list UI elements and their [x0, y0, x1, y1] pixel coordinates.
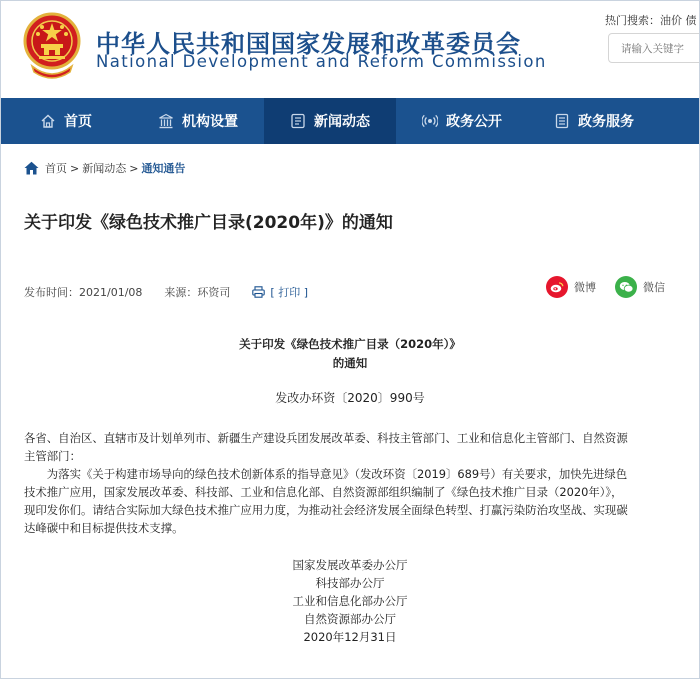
wechat-icon — [615, 276, 637, 298]
signer: 国家发展改革委办公厅 — [292, 558, 408, 572]
wechat-label: 微信 — [643, 281, 665, 294]
site-title-chinese[interactable]: 中华人民共和国国家发展和改革委员会 — [96, 30, 521, 58]
nav-label: 政务服务 — [578, 114, 634, 130]
signer: 自然资源部办公厅 — [304, 612, 396, 626]
national-emblem-icon[interactable] — [22, 10, 82, 82]
breadcrumb — [24, 160, 185, 176]
document-number: 发改办环资〔2020〕990号 — [275, 391, 425, 405]
breadcrumb-current[interactable]: 通知通告 — [141, 162, 186, 175]
broadcast-icon — [422, 113, 438, 129]
news-icon — [290, 113, 306, 129]
nav-item-services[interactable] — [528, 98, 660, 144]
signer: 工业和信息化部办公厅 — [292, 594, 408, 608]
home-icon[interactable] — [24, 161, 39, 175]
body-paragraph-line: 现印发你们。请结合实际加大绿色技术推广应用力度，为推动社会经济发展全面绿色转型、打赢污染防治攻坚战、实现碳 — [24, 503, 628, 517]
article-source: 来源：环资司 — [164, 286, 231, 299]
building-icon — [158, 113, 174, 129]
document-title-line: 关于印发《绿色技术推广目录（2020年）》 — [239, 337, 461, 351]
nav-label: 政务公开 — [446, 114, 502, 130]
print-button[interactable] — [252, 284, 308, 300]
main-nav — [0, 98, 700, 144]
weibo-label: 微博 — [574, 281, 596, 294]
search-box[interactable] — [608, 33, 700, 63]
recipients-line: 各省、自治区、直辖市及计划单列市、新疆生产建设兵团发展改革委、科技主管部门、工业和信息化主管部门、自然资源 — [24, 431, 628, 445]
share-wechat[interactable] — [615, 276, 665, 298]
nav-item-government-affairs[interactable] — [396, 98, 528, 144]
breadcrumb-home-link[interactable]: 首页 — [45, 162, 67, 175]
document-title-line: 的通知 — [332, 356, 368, 370]
share-weibo[interactable] — [546, 276, 596, 298]
print-label: [ 打印 ] — [270, 286, 308, 299]
site-header — [0, 0, 700, 98]
page-title: 关于印发《绿色技术推广目录(2020年)》的通知 — [24, 213, 393, 233]
breadcrumb-section-link[interactable]: 新闻动态 — [82, 162, 127, 175]
recipients-line: 主管部门： — [24, 449, 81, 463]
breadcrumb-separator: > — [70, 161, 80, 175]
nav-item-organization[interactable] — [132, 98, 264, 144]
nav-label: 机构设置 — [182, 114, 238, 130]
site-title-english[interactable]: National Development and Reform Commission — [96, 52, 547, 71]
nav-item-news[interactable] — [264, 98, 396, 144]
breadcrumb-separator: > — [129, 161, 139, 175]
signer: 科技部办公厅 — [315, 576, 385, 590]
publish-time: 发布时间：2021/01/08 — [24, 286, 143, 299]
home-icon — [40, 113, 56, 129]
body-paragraph-line: 达峰碳中和目标提供技术支撑。 — [24, 521, 184, 535]
article-meta — [24, 284, 308, 300]
nav-label: 首页 — [64, 114, 92, 130]
hot-search-label: 热门搜索：油价 债 — [605, 14, 697, 27]
printer-icon — [252, 286, 265, 298]
signing-date: 2020年12月31日 — [303, 630, 397, 644]
body-paragraph-line: 技术推广应用，国家发展改革委、科技部、工业和信息化部、自然资源部组织编制了《绿色技术推广目录（2020年）》， — [24, 485, 623, 499]
document-icon — [554, 113, 570, 129]
body-paragraph-line: 为落实《关于构建市场导向的绿色技术创新体系的指导意见》（发改环资〔2019〕689号）有关要求，加快先进绿色 — [24, 467, 628, 481]
nav-label: 新闻动态 — [314, 114, 370, 130]
weibo-icon — [546, 276, 568, 298]
search-input[interactable] — [621, 40, 700, 58]
nav-item-home[interactable] — [0, 98, 132, 144]
